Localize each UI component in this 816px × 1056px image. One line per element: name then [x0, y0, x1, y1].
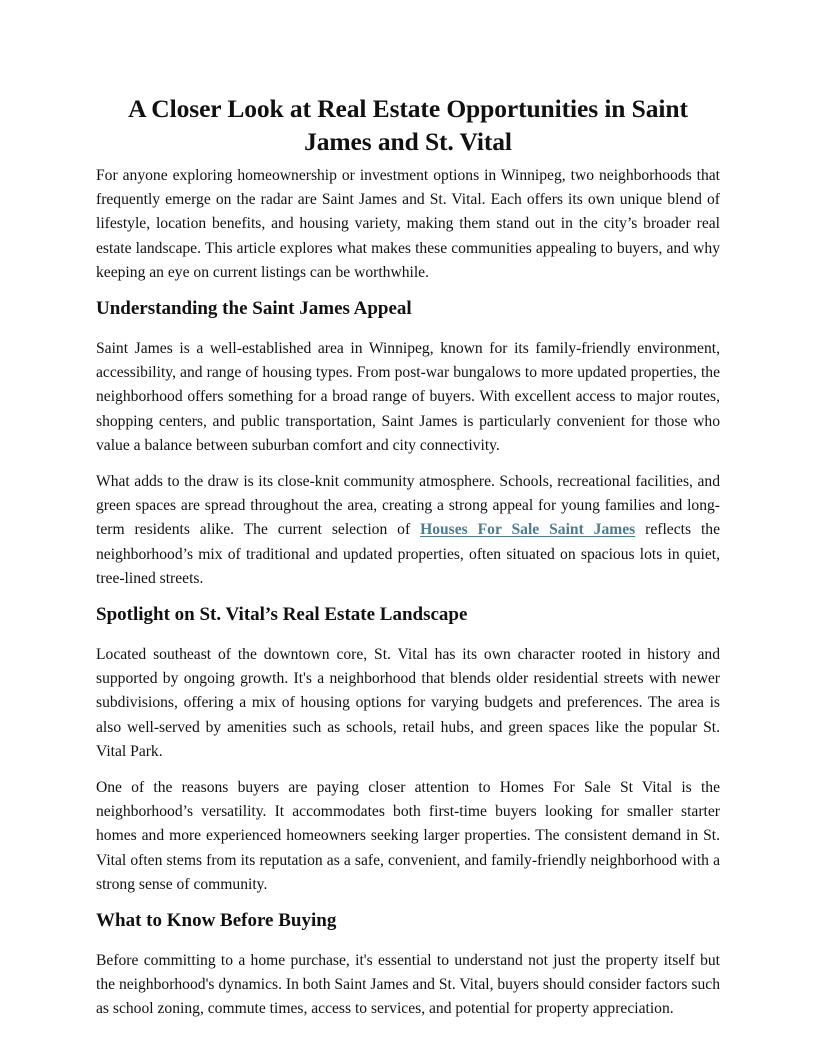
st-vital-paragraph-2: One of the reasons buyers are paying closer attention to Homes For Sale St Vital is the neighborhood’s versatility. It accommodates both first-time buyers looking for smaller starter homes and more experienced homeowners seeking larger properties. The consistent demand in St. Vital often stems from its reputation as a safe, convenient, and family-friendly neighborhood with a strong sense of community. — [96, 779, 720, 893]
saint-james-p2-text-before: What adds to the draw is its close-knit community atmosphere. Schools, recreational facilities, and green spaces are spread throughout the area, creating a strong appeal for young families and long-term residents alike. The current selection of — [96, 473, 720, 539]
intro-paragraph: For anyone exploring homeownership or investment options in Winnipeg, two neighborhoods that frequently emerge on the radar are Saint James and St. Vital. Each offers its own unique blend of lifestyle, location benefits, and housing variety, making them stand out in the city’s broader real estate landscape. This article explores what makes these communities appealing to buyers, and why keeping an eye on current listings can be worthwhile. — [96, 167, 720, 281]
section-heading-st-vital: Spotlight on St. Vital’s Real Estate Landscape — [96, 604, 468, 626]
document-page — [96, 92, 720, 1034]
section-heading-before-buying: What to Know Before Buying — [96, 910, 337, 932]
before-buying-paragraph-1: Before committing to a home purchase, it's essential to understand not just the property itself but the neighborhood's dynamics. In both Saint James and St. Vital, buyers should consider factors such as school zoning, commute times, access to services, and potential for property appreciation. — [96, 952, 720, 1018]
saint-james-paragraph-1: Saint James is a well-established area in Winnipeg, known for its family-friendly environment, accessibility, and range of housing types. From post-war bungalows to more updated properties, the neighborhood offers something for a broad range of buyers. With excellent access to major routes, shopping centers, and public transportation, Saint James is particularly convenient for those who value a balance between suburban comfort and city connectivity. — [96, 340, 720, 454]
saint-james-p2-text-after: reflects the neighborhood’s mix of traditional and updated properties, often situated on spacious lots in quiet, tree-lined streets. — [96, 521, 721, 587]
st-vital-paragraph-1: Located southeast of the downtown core, St. Vital has its own character rooted in history and supported by ongoing growth. It's a neighborhood that blends older residential streets with newer subdivisions, offering a mix of housing options for varying budgets and preferences. The area is also well-served by amenities such as schools, retail hubs, and green spaces like the popular St. Vital Park. — [96, 646, 720, 760]
section-heading-saint-james: Understanding the Saint James Appeal — [96, 298, 412, 320]
document-title: A Closer Look at Real Estate Opportunities in Saint James and St. Vital — [128, 94, 688, 156]
saint-james-paragraph-2 — [96, 470, 720, 591]
houses-for-sale-saint-james-link[interactable]: Houses For Sale Saint James — [420, 521, 636, 539]
